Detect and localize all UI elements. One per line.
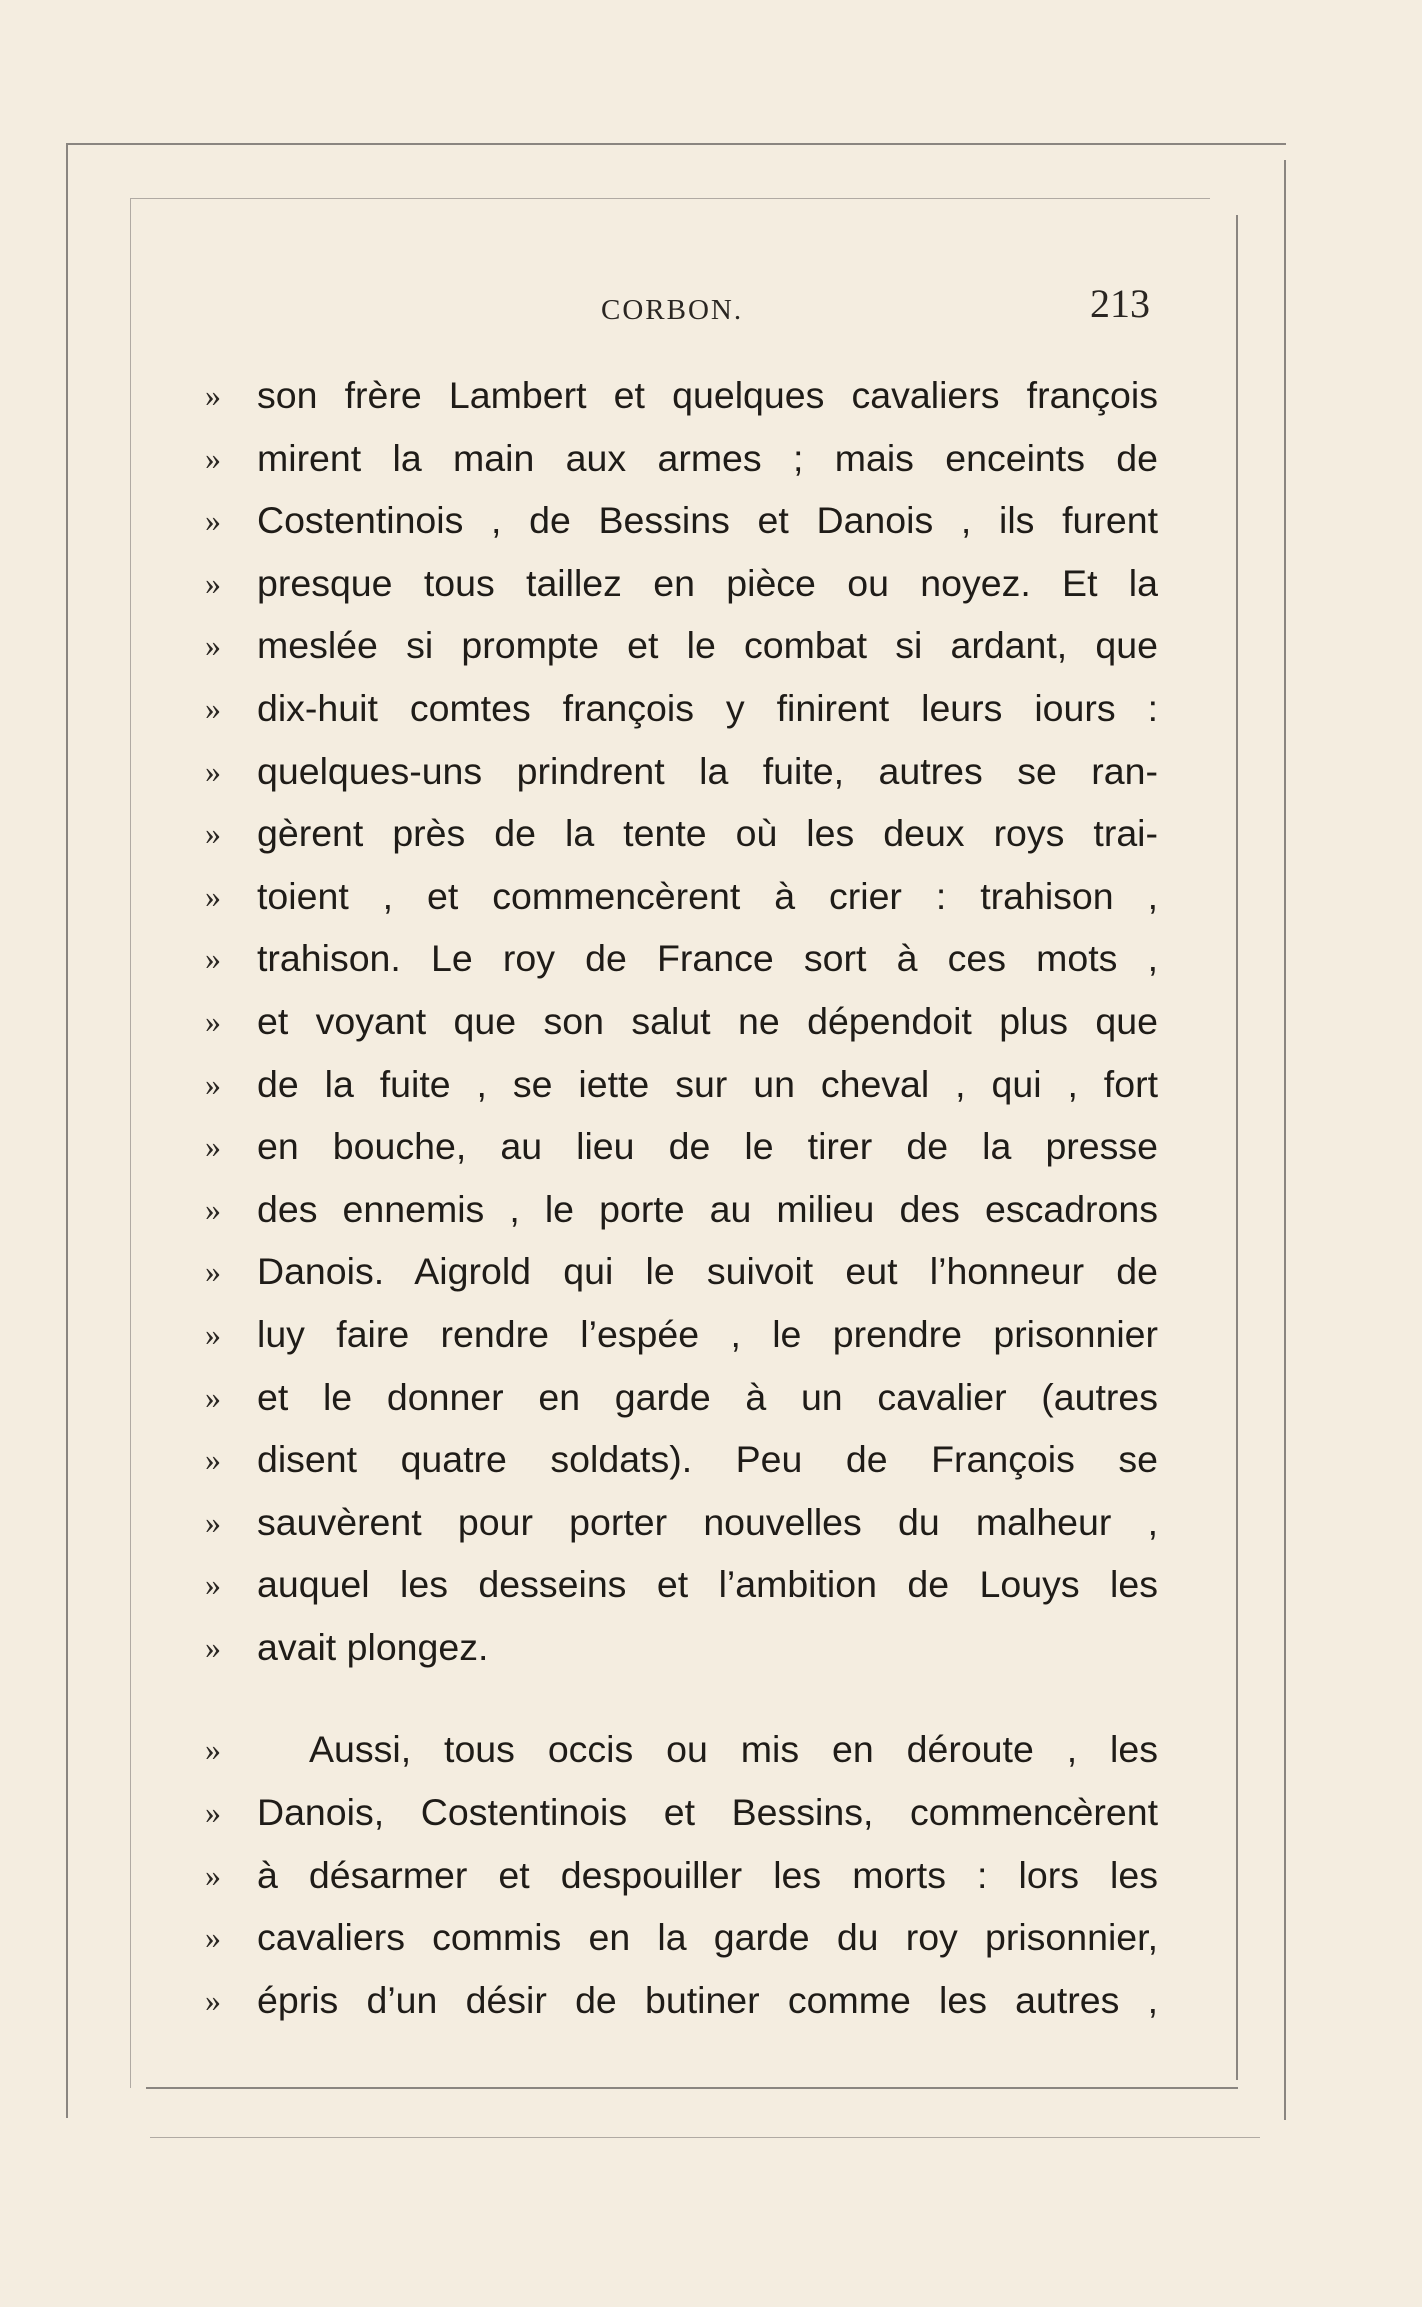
- text-line: [205, 1115, 1158, 1178]
- frame-rule-top-inner: [130, 198, 1210, 199]
- line-text: Aussi, tous occis ou mis en déroute , les: [309, 1728, 1158, 1771]
- line-text: épris d’un désir de butiner comme les autres ,: [257, 1978, 1158, 2021]
- text-line: [205, 614, 1158, 677]
- line-text: dix-huit comtes françois y finirent leurs iours :: [257, 686, 1158, 729]
- quote-mark: »: [205, 1065, 221, 1102]
- line-text: disent quatre soldats). Peu de François se: [257, 1438, 1158, 1481]
- text-line: [205, 1240, 1158, 1303]
- text-line: [205, 865, 1158, 928]
- quote-mark: »: [205, 1731, 221, 1768]
- line-text: toient , et commencèrent à crier : trahison ,: [257, 874, 1158, 917]
- quote-mark: »: [205, 502, 221, 539]
- line-text: gèrent près de la tente où les deux roys trai-: [257, 812, 1158, 855]
- line-text: et voyant que son salut ne dépendoit plus que: [257, 999, 1158, 1042]
- text-line: [205, 1553, 1158, 1616]
- frame-rule-right-inner: [1236, 215, 1238, 2080]
- frame-rule-top-outer: [66, 143, 1286, 145]
- line-text: Costentinois , de Bessins et Danois , ils furent: [257, 499, 1158, 542]
- quote-mark: »: [205, 1128, 221, 1165]
- text-line: [205, 489, 1158, 552]
- text-line: [205, 1906, 1158, 1969]
- frame-rule-left-outer: [66, 143, 68, 2118]
- line-text: à désarmer et despouiller les morts : lors les: [257, 1853, 1158, 1896]
- quote-mark: »: [205, 1566, 221, 1603]
- quote-mark: »: [205, 877, 221, 914]
- line-text: trahison. Le roy de France sort à ces mots ,: [257, 937, 1158, 980]
- line-text: cavaliers commis en la garde du roy prisonnier,: [257, 1916, 1158, 1959]
- text-line: [205, 1969, 1158, 2032]
- paragraph-1: [205, 364, 1158, 1678]
- quote-mark: »: [205, 1253, 221, 1290]
- running-head: [0, 280, 1422, 340]
- text-line: [205, 802, 1158, 865]
- quote-mark: »: [205, 1856, 221, 1893]
- line-text: quelques-uns prindrent la fuite, autres se ran-: [257, 749, 1158, 792]
- line-text: son frère Lambert et quelques cavaliers françois: [257, 374, 1158, 416]
- quote-mark: »: [205, 815, 221, 852]
- line-text: mirent la main aux armes ; mais enceints de: [257, 436, 1158, 479]
- text-line: [205, 364, 1158, 427]
- line-text: presque tous taillez en pièce ou noyez. Et la: [257, 561, 1158, 604]
- page-number: 213: [1090, 281, 1150, 326]
- quote-mark: »: [205, 1002, 221, 1039]
- quote-mark: »: [205, 377, 221, 413]
- text-line: [205, 1616, 1158, 1679]
- text-line: [205, 1366, 1158, 1429]
- quote-mark: »: [205, 1794, 221, 1831]
- line-text: des ennemis , le porte au milieu des escadrons: [257, 1187, 1158, 1230]
- text-line: [205, 1178, 1158, 1241]
- quote-mark: »: [205, 439, 221, 476]
- body-text: [205, 364, 1158, 2031]
- quote-mark: »: [205, 752, 221, 789]
- quote-mark: »: [205, 1190, 221, 1227]
- line-text: Danois, Costentinois et Bessins, commencèrent: [257, 1791, 1158, 1834]
- quote-mark: »: [205, 940, 221, 977]
- text-line: [205, 1428, 1158, 1491]
- line-text: Danois. Aigrold qui le suivoit eut l’honneur de: [257, 1250, 1158, 1293]
- quote-mark: »: [205, 1981, 221, 2018]
- frame-rule-left-inner: [130, 198, 131, 2088]
- text-line: [205, 740, 1158, 803]
- text-line: [205, 427, 1158, 490]
- quote-mark: »: [205, 1919, 221, 1956]
- quote-mark: »: [205, 627, 221, 664]
- text-line: [205, 1053, 1158, 1116]
- quote-mark: »: [205, 1628, 221, 1665]
- line-text: luy faire rendre l’espée , le prendre prisonnier: [257, 1312, 1158, 1355]
- text-line: [205, 1303, 1158, 1366]
- quote-mark: »: [205, 1441, 221, 1478]
- text-line: [205, 1781, 1158, 1844]
- running-title: CORBON.: [601, 294, 744, 326]
- line-text: de la fuite , se iette sur un cheval , qui , fort: [257, 1062, 1158, 1105]
- quote-mark: »: [205, 1503, 221, 1540]
- line-text: avait plongez.: [257, 1625, 489, 1668]
- line-text: sauvèrent pour porter nouvelles du malheur ,: [257, 1500, 1158, 1543]
- quote-mark: »: [205, 689, 221, 726]
- line-text: en bouche, au lieu de le tirer de la presse: [257, 1125, 1158, 1168]
- quote-mark: »: [205, 1378, 221, 1415]
- text-line: [205, 1491, 1158, 1554]
- quote-mark: »: [205, 564, 221, 601]
- line-text: meslée si prompte et le combat si ardant, que: [257, 624, 1158, 667]
- text-line: [205, 552, 1158, 615]
- quote-mark: »: [205, 1315, 221, 1352]
- frame-rule-bottom-outer: [150, 2137, 1260, 2138]
- paragraph-2: [205, 1718, 1158, 2031]
- frame-rule-bottom-inner: [146, 2087, 1238, 2089]
- text-line: [205, 677, 1158, 740]
- text-line: [205, 990, 1158, 1053]
- text-line: [205, 1844, 1158, 1907]
- text-line: [205, 927, 1158, 990]
- frame-rule-right-outer: [1284, 160, 1286, 2120]
- text-line: [205, 1718, 1158, 1781]
- paragraph-gap: [205, 1678, 1158, 1718]
- line-text: et le donner en garde à un cavalier (autres: [257, 1375, 1158, 1418]
- line-text: auquel les desseins et l’ambition de Louys les: [257, 1563, 1158, 1606]
